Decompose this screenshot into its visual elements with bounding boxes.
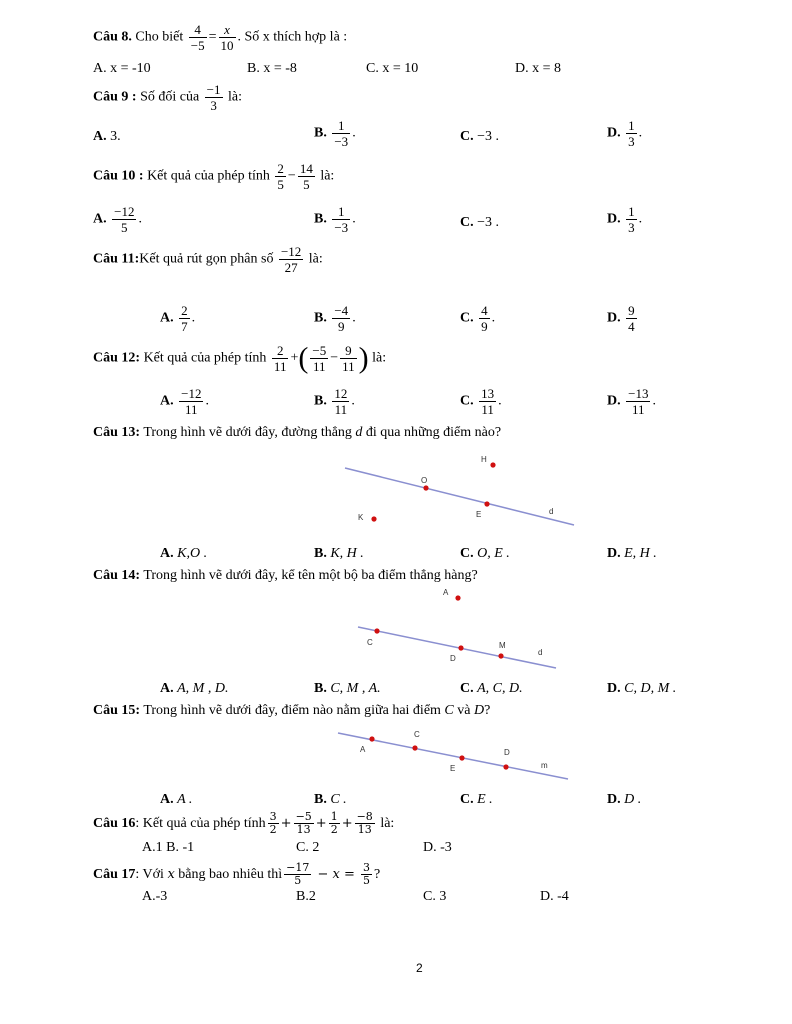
q14-option-a: A. A, M , D. (160, 681, 229, 696)
label-m: m (541, 761, 548, 770)
q15-figure (330, 725, 575, 785)
q11-option-c: C. $\frac{4}{9}$ . (460, 303, 496, 334)
q14-stem: Câu 14: Trong hình vẽ dưới đây, kể tên một bộ ba điểm thẳng hàng? (93, 568, 478, 583)
q12-option-c: C. $\frac{13}{11}$ . (460, 386, 502, 417)
label-k: K (358, 513, 364, 522)
q15-option-b: B. C . (314, 792, 347, 807)
q13-option-d: D. E, H . (607, 546, 657, 561)
point-a (455, 595, 460, 600)
q15-option-d: D. D . (607, 792, 642, 807)
q13-option-a: A. K,O . (160, 546, 208, 561)
q13-figure (335, 448, 585, 533)
q14-option-c: C. A, C, D. (460, 681, 523, 696)
label-h: H (481, 455, 487, 464)
point-d (458, 645, 463, 650)
page-number: 2 (416, 961, 423, 975)
label-d-line: d (538, 648, 543, 657)
q13-option-b: B. K, H . (314, 546, 364, 561)
q10-stem: Câu 10 : Kết quả của phép tính $\frac{2}{5}$ − $\frac{14}{5}$ là: (93, 161, 335, 192)
q15-option-a: A. A . (160, 792, 193, 807)
point-o (423, 485, 428, 490)
q13-stem: Câu 13: Trong hình vẽ dưới đây, đường thẳng d đi qua những điểm nào? (93, 425, 502, 440)
point-c (412, 745, 417, 750)
point-e (459, 755, 464, 760)
label-o: O (421, 476, 428, 485)
q14-option-d: D. C, D, M . (607, 681, 677, 696)
q10-option-d: D. $\frac{1}{3}$ . (607, 204, 643, 235)
q16-option-c: C. 2 (296, 840, 320, 855)
label-e: E (476, 510, 482, 519)
q14-option-b: B. C, M , A. (314, 681, 381, 696)
label-d: D (504, 748, 510, 757)
q13-option-c: C. O, E . (460, 546, 510, 561)
q15-option-c: C. E . (460, 792, 493, 807)
label-d-point: D (450, 654, 456, 663)
q8-option-b: B. x = -8 (247, 61, 297, 76)
q9-option-b: B. $\frac{1}{-3}$ . (314, 118, 356, 149)
q17-option-c: C. 3 (423, 889, 447, 904)
line-d (345, 468, 574, 525)
point-m (498, 653, 503, 658)
label-e: E (450, 764, 456, 773)
point-a (369, 736, 374, 741)
q14-figure (350, 585, 570, 675)
q11-option-b: B. $\frac{-4}{9}$ . (314, 303, 356, 334)
q17-stem: Câu 17: Với 𝑥 bằng bao nhiêu thì $\frac{-17}{5}$ − 𝑥 = $\frac{3}{5}$ ? (93, 861, 381, 887)
fraction: $\frac{x}{10}$ (220, 22, 234, 53)
q11-option-a: A. $\frac{2}{7}$ . (160, 303, 196, 334)
label-a: A (360, 745, 366, 754)
label-m: M (499, 641, 506, 650)
point-c (374, 628, 379, 633)
label-c: C (367, 638, 373, 647)
q11-option-d: D. $\frac{9}{4}$ (607, 303, 635, 334)
point-e (484, 501, 489, 506)
line-d (358, 627, 556, 668)
fraction: $\frac{-1}{3}$ (206, 82, 221, 113)
q8-stem: Câu 8. Cho biết $\frac{4}{-5}$ = $\frac{x}{10}$ . Số x thích hợp là : (93, 22, 348, 53)
q17-option-a: A.-3 (142, 889, 168, 904)
point-h (490, 462, 495, 467)
label-d: d (549, 507, 554, 516)
q17-option-b: B.2 (296, 889, 316, 904)
q12-option-a: A. $\frac{-12}{11}$ . (160, 386, 209, 417)
q10-option-c: C. −3 . (460, 215, 500, 230)
q10-option-b: B. $\frac{1}{-3}$ . (314, 204, 356, 235)
q16-stem: Câu 16: Kết quả của phép tính $\frac{3}{2}$ + $\frac{-5}{13}$ + $\frac{1}{2}$ + $\frac{-8}{13}$ là: (93, 810, 395, 836)
q12-option-b: B. $\frac{12}{11}$ . (314, 386, 355, 417)
q12-option-d: D. $\frac{-13}{11}$ . (607, 386, 656, 417)
q9-option-d: D. $\frac{1}{3}$ . (607, 118, 643, 149)
q10-option-a: A. $\frac{-12}{5}$ . (93, 204, 142, 235)
q9-stem: Câu 9 : Số đối của $\frac{-1}{3}$ là: (93, 82, 243, 113)
q11-stem: Câu 11:Kết quả rút gọn phân số $\frac{-12}{27}$ là: (93, 244, 323, 275)
q15-stem: Câu 15: Trong hình vẽ dưới đây, điểm nào nằm giữa hai điểm C và D? (93, 703, 491, 718)
q12-stem: Câu 12: Kết quả của phép tính $\frac{2}{11}$ +( $\frac{-5}{11}$ − $\frac{9}{11}$ ) là: (93, 341, 387, 375)
q16-option-ab: A.1 B. -1 (142, 840, 195, 855)
point-k (371, 516, 376, 521)
q16-option-d: D. -3 (423, 840, 452, 855)
q17-option-d: D. -4 (540, 889, 569, 904)
q8-option-c: C. x = 10 (366, 61, 419, 76)
label-a: A (443, 588, 449, 597)
q8-option-d: D. x = 8 (515, 61, 562, 76)
q9-option-c: C. −3 . (460, 129, 500, 144)
label-c: C (414, 730, 420, 739)
point-d (503, 764, 508, 769)
q9-option-a: A. 3. (93, 129, 121, 144)
q8-option-a: A. x = -10 (93, 61, 151, 76)
fraction: $\frac{4}{-5}$ (190, 22, 205, 53)
